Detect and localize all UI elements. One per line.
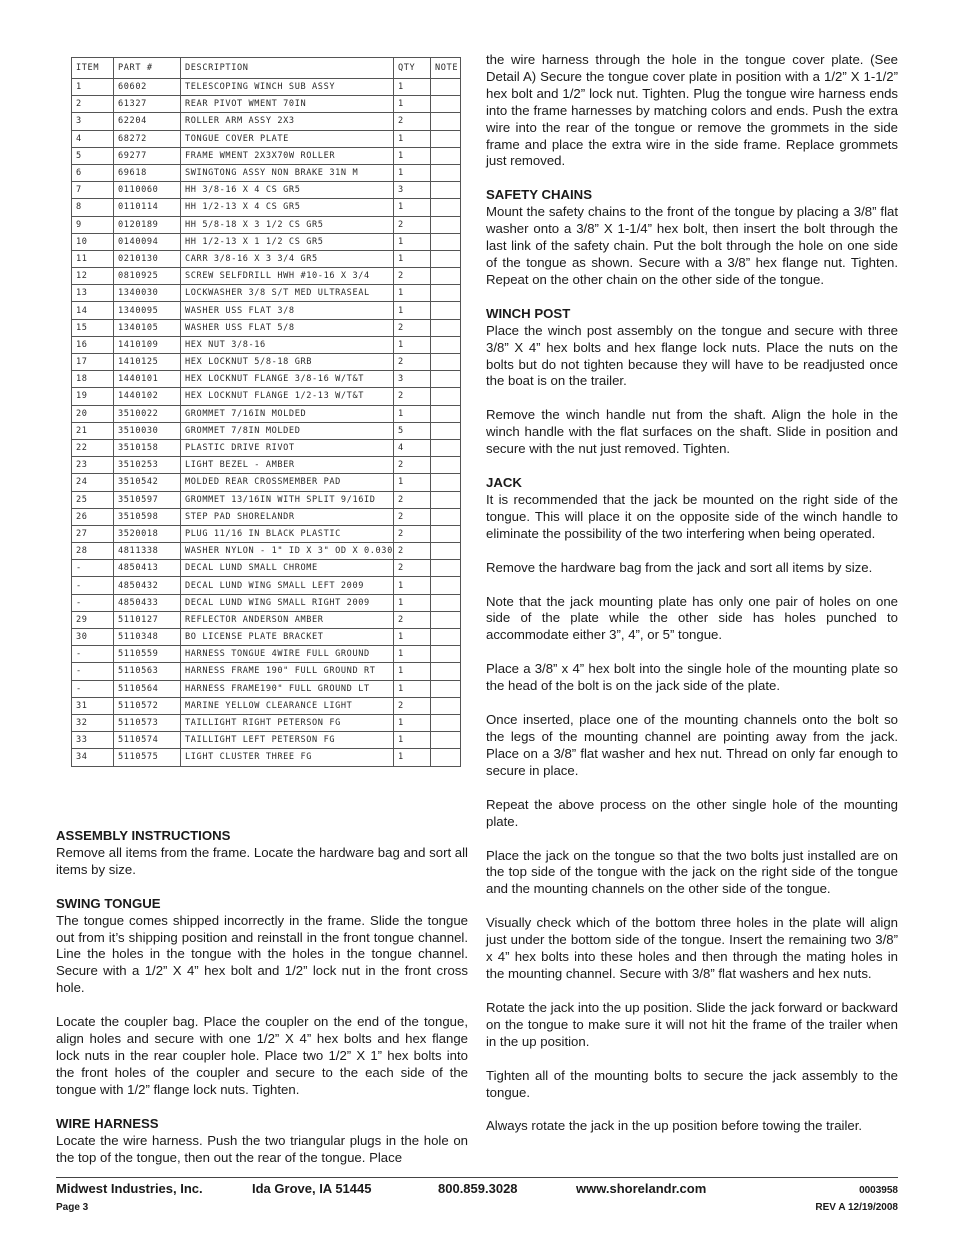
cell-description: HEX LOCKNUT 5/8-18 GRB bbox=[181, 354, 394, 371]
cell-item: 27 bbox=[72, 525, 114, 542]
cell-description: SCREW SELFDRILL HWH #10-16 X 3/4 bbox=[181, 268, 394, 285]
cell-note bbox=[431, 646, 461, 663]
table-row bbox=[72, 371, 461, 388]
cell-description: LIGHT BEZEL - AMBER bbox=[181, 457, 394, 474]
cell-part-number: 1340030 bbox=[114, 285, 181, 302]
cell-part-number: 62204 bbox=[114, 113, 181, 130]
wire-harness-heading: WIRE HARNESS bbox=[56, 1115, 159, 1131]
cell-description: MARINE YELLOW CLEARANCE LIGHT bbox=[181, 697, 394, 714]
jack-paragraph-11: Always rotate the jack in the up position before towing the trailer. bbox=[486, 1118, 863, 1134]
parts-table-header bbox=[72, 58, 461, 79]
table-row bbox=[72, 680, 461, 697]
header-row bbox=[72, 58, 461, 79]
jack-paragraph-1: It is recommended that the jack be mounted on the right side of the tongue. This will place it on the opposite side of the winch handle to eliminate the possibility of the two interfering when being operated. bbox=[486, 491, 898, 541]
cell-part-number: 5110575 bbox=[114, 749, 181, 766]
cell-part-number: 68272 bbox=[114, 130, 181, 147]
cell-qty: 1 bbox=[394, 250, 431, 267]
footer-phone: 800.859.3028 bbox=[438, 1181, 518, 1196]
cell-item: 26 bbox=[72, 508, 114, 525]
table-row bbox=[72, 560, 461, 577]
cell-description: DECAL LUND WING SMALL RIGHT 2009 bbox=[181, 594, 394, 611]
cell-part-number: 1410109 bbox=[114, 336, 181, 353]
cell-qty: 1 bbox=[394, 577, 431, 594]
cell-description: WASHER NYLON - 1" ID X 3" OD X 0.030 bbox=[181, 543, 394, 560]
cell-item: 5 bbox=[72, 147, 114, 164]
table-row bbox=[72, 714, 461, 731]
table-row bbox=[72, 508, 461, 525]
table-row bbox=[72, 525, 461, 542]
cell-item: 31 bbox=[72, 697, 114, 714]
cell-qty: 2 bbox=[394, 543, 431, 560]
cell-qty: 1 bbox=[394, 233, 431, 250]
cell-note bbox=[431, 268, 461, 285]
cell-item: 12 bbox=[72, 268, 114, 285]
table-row bbox=[72, 646, 461, 663]
table-row bbox=[72, 405, 461, 422]
cell-note bbox=[431, 216, 461, 233]
cell-item: 25 bbox=[72, 491, 114, 508]
cell-qty: 2 bbox=[394, 457, 431, 474]
cell-note bbox=[431, 96, 461, 113]
cell-qty: 1 bbox=[394, 474, 431, 491]
cell-description: HARNESS FRAME 190" FULL GROUND RT bbox=[181, 663, 394, 680]
cell-note bbox=[431, 422, 461, 439]
header-part-number: PART # bbox=[114, 58, 181, 79]
cell-qty: 2 bbox=[394, 508, 431, 525]
cell-note bbox=[431, 508, 461, 525]
cell-part-number: 4850433 bbox=[114, 594, 181, 611]
assembly-section bbox=[56, 828, 468, 879]
cell-note bbox=[431, 714, 461, 731]
cell-part-number: 3510598 bbox=[114, 508, 181, 525]
cell-part-number: 3520018 bbox=[114, 525, 181, 542]
jack-heading: JACK bbox=[486, 475, 522, 491]
cell-note bbox=[431, 302, 461, 319]
cell-note bbox=[431, 457, 461, 474]
cell-description: GROMMET 13/16IN WITH SPLIT 9/16ID bbox=[181, 491, 394, 508]
cell-part-number: 5110559 bbox=[114, 646, 181, 663]
cell-item: 15 bbox=[72, 319, 114, 336]
jack-paragraph-7: Place the jack on the tongue so that the two bolts just installed are on the top side of the tongue with the jack on the right side of the tongue and the mounting channels on the other side of the tongue. bbox=[486, 847, 898, 897]
header-description: DESCRIPTION bbox=[181, 58, 394, 79]
footer-website: www.shorelandr.com bbox=[576, 1181, 707, 1196]
table-row bbox=[72, 354, 461, 371]
table-row bbox=[72, 594, 461, 611]
cell-description: CARR 3/8-16 X 3 3/4 GR5 bbox=[181, 250, 394, 267]
cell-qty: 2 bbox=[394, 388, 431, 405]
cell-item: 2 bbox=[72, 96, 114, 113]
jack-paragraph-10: Tighten all of the mounting bolts to secure the jack assembly to the tongue. bbox=[486, 1067, 898, 1100]
cell-part-number: 5110564 bbox=[114, 680, 181, 697]
table-row bbox=[72, 697, 461, 714]
cell-part-number: 0810925 bbox=[114, 268, 181, 285]
cell-item: 30 bbox=[72, 629, 114, 646]
cell-item: - bbox=[72, 594, 114, 611]
cell-note bbox=[431, 405, 461, 422]
cell-item: - bbox=[72, 560, 114, 577]
cell-description: HH 1/2-13 X 4 CS GR5 bbox=[181, 199, 394, 216]
cell-note bbox=[431, 113, 461, 130]
cell-qty: 2 bbox=[394, 697, 431, 714]
cell-note bbox=[431, 525, 461, 542]
cell-part-number: 1410125 bbox=[114, 354, 181, 371]
cell-qty: 2 bbox=[394, 354, 431, 371]
wire-harness-section bbox=[56, 1116, 468, 1167]
table-row bbox=[72, 319, 461, 336]
cell-item: 11 bbox=[72, 250, 114, 267]
cell-part-number: 0210130 bbox=[114, 250, 181, 267]
cell-note bbox=[431, 611, 461, 628]
footer-city: Ida Grove, IA 51445 bbox=[252, 1181, 372, 1196]
cell-part-number: 5110573 bbox=[114, 714, 181, 731]
cell-item: 17 bbox=[72, 354, 114, 371]
cell-qty: 2 bbox=[394, 216, 431, 233]
cell-note bbox=[431, 594, 461, 611]
cell-description: SWINGTONG ASSY NON BRAKE 31N M bbox=[181, 164, 394, 181]
cell-part-number: 1440101 bbox=[114, 371, 181, 388]
cell-description: REAR PIVOT WMENT 70IN bbox=[181, 96, 394, 113]
jack-paragraph-3: Note that the jack mounting plate has only one pair of holes on one side of the plate while the other side has holes punched to accommodate either 3”, 4”, or 5” tongue. bbox=[486, 593, 898, 643]
cell-description: MOLDED REAR CROSSMEMBER PAD bbox=[181, 474, 394, 491]
cell-part-number: 3510542 bbox=[114, 474, 181, 491]
cell-note bbox=[431, 354, 461, 371]
wire-harness-continued bbox=[486, 52, 898, 170]
cell-part-number: 0140094 bbox=[114, 233, 181, 250]
table-row bbox=[72, 130, 461, 147]
assembly-heading: ASSEMBLY INSTRUCTIONS bbox=[56, 828, 231, 843]
cell-note bbox=[431, 182, 461, 199]
cell-note bbox=[431, 79, 461, 96]
swing-tongue-section bbox=[56, 896, 468, 1099]
cell-description: DECAL LUND SMALL CHROME bbox=[181, 560, 394, 577]
cell-description: LOCKWASHER 3/8 S/T MED ULTRASEAL bbox=[181, 285, 394, 302]
cell-part-number: 4850413 bbox=[114, 560, 181, 577]
cell-part-number: 5110572 bbox=[114, 697, 181, 714]
cell-qty: 2 bbox=[394, 319, 431, 336]
cell-description: WASHER USS FLAT 5/8 bbox=[181, 319, 394, 336]
cell-note bbox=[431, 629, 461, 646]
table-row bbox=[72, 577, 461, 594]
cell-description: HARNESS FRAME190" FULL GROUND LT bbox=[181, 680, 394, 697]
cell-description: FRAME WMENT 2X3X70W ROLLER bbox=[181, 147, 394, 164]
jack-section bbox=[486, 475, 898, 1135]
left-column bbox=[56, 828, 468, 1166]
cell-note bbox=[431, 285, 461, 302]
cell-item: 19 bbox=[72, 388, 114, 405]
cell-part-number: 3510158 bbox=[114, 439, 181, 456]
cell-part-number: 1340105 bbox=[114, 319, 181, 336]
cell-note bbox=[431, 680, 461, 697]
cell-part-number: 5110563 bbox=[114, 663, 181, 680]
cell-item: 33 bbox=[72, 732, 114, 749]
cell-item: 16 bbox=[72, 336, 114, 353]
cell-description: HARNESS TONGUE 4WIRE FULL GROUND bbox=[181, 646, 394, 663]
header-qty: QTY bbox=[394, 58, 431, 79]
cell-description: PLUG 11/16 IN BLACK PLASTIC bbox=[181, 525, 394, 542]
cell-part-number: 69277 bbox=[114, 147, 181, 164]
swing-tongue-heading: SWING TONGUE bbox=[56, 895, 161, 911]
cell-qty: 1 bbox=[394, 285, 431, 302]
cell-qty: 2 bbox=[394, 611, 431, 628]
winch-post-paragraph-2: Remove the winch handle nut from the shaft. Align the hole in the winch handle with the flat surfaces on the shaft. Slide in position and secure with the nut just removed. Tighten. bbox=[486, 407, 898, 457]
cell-part-number: 1340095 bbox=[114, 302, 181, 319]
cell-qty: 1 bbox=[394, 164, 431, 181]
table-row bbox=[72, 164, 461, 181]
cell-qty: 3 bbox=[394, 182, 431, 199]
table-row bbox=[72, 302, 461, 319]
table-row bbox=[72, 629, 461, 646]
cell-qty: 2 bbox=[394, 113, 431, 130]
cell-item: 8 bbox=[72, 199, 114, 216]
jack-paragraph-6: Repeat the above process on the other single hole of the mounting plate. bbox=[486, 796, 898, 829]
cell-qty: 1 bbox=[394, 302, 431, 319]
assembly-paragraph: Remove all items from the frame. Locate the hardware bag and sort all items by size. bbox=[56, 844, 468, 877]
cell-qty: 2 bbox=[394, 560, 431, 577]
cell-qty: 5 bbox=[394, 422, 431, 439]
table-row bbox=[72, 457, 461, 474]
cell-description: REFLECTOR ANDERSON AMBER bbox=[181, 611, 394, 628]
cell-note bbox=[431, 336, 461, 353]
table-row bbox=[72, 336, 461, 353]
cell-qty: 2 bbox=[394, 525, 431, 542]
cell-note bbox=[431, 250, 461, 267]
cell-note bbox=[431, 319, 461, 336]
cell-description: GROMMET 7/16IN MOLDED bbox=[181, 405, 394, 422]
cell-note bbox=[431, 164, 461, 181]
cell-qty: 1 bbox=[394, 96, 431, 113]
wire-harness-paragraph-cont: the wire harness through the hole in the tongue cover plate. (See Detail A) Secure the tongue cover plate in position with a 1/2” X 1-1/2” hex bolt and 1/2” lock nut. Tighten. Plug the tongue wire harness ends into the frame harnesses by matching colors and ends. Push the extra wire into the rear of the tongue or remove the grommets in the side frame and place the extra wire in the side frame. Replace grommets just removed. bbox=[486, 52, 898, 169]
parts-table-body bbox=[72, 79, 461, 767]
cell-note bbox=[431, 663, 461, 680]
cell-item: 21 bbox=[72, 422, 114, 439]
footer-doc-number: 0003958 bbox=[859, 1185, 898, 1196]
footer-company: Midwest Industries, Inc. bbox=[56, 1181, 203, 1196]
cell-item: 22 bbox=[72, 439, 114, 456]
footer-revision: REV A 12/19/2008 bbox=[815, 1202, 898, 1213]
cell-qty: 3 bbox=[394, 371, 431, 388]
cell-description: HH 1/2-13 X 1 1/2 CS GR5 bbox=[181, 233, 394, 250]
cell-part-number: 0110060 bbox=[114, 182, 181, 199]
table-row bbox=[72, 663, 461, 680]
cell-item: - bbox=[72, 663, 114, 680]
cell-item: 3 bbox=[72, 113, 114, 130]
cell-part-number: 61327 bbox=[114, 96, 181, 113]
cell-note bbox=[431, 732, 461, 749]
cell-note bbox=[431, 543, 461, 560]
cell-qty: 1 bbox=[394, 714, 431, 731]
cell-item: 24 bbox=[72, 474, 114, 491]
cell-note bbox=[431, 439, 461, 456]
cell-description: HEX NUT 3/8-16 bbox=[181, 336, 394, 353]
cell-note bbox=[431, 474, 461, 491]
cell-part-number: 4811338 bbox=[114, 543, 181, 560]
cell-description: GROMMET 7/8IN MOLDED bbox=[181, 422, 394, 439]
cell-part-number: 3510253 bbox=[114, 457, 181, 474]
cell-qty: 1 bbox=[394, 405, 431, 422]
table-row bbox=[72, 491, 461, 508]
table-row bbox=[72, 233, 461, 250]
cell-qty: 1 bbox=[394, 336, 431, 353]
cell-note bbox=[431, 749, 461, 766]
cell-item: 13 bbox=[72, 285, 114, 302]
cell-description: HEX LOCKNUT FLANGE 1/2-13 W/T&T bbox=[181, 388, 394, 405]
cell-item: - bbox=[72, 646, 114, 663]
cell-item: 6 bbox=[72, 164, 114, 181]
table-row bbox=[72, 147, 461, 164]
cell-note bbox=[431, 560, 461, 577]
cell-note bbox=[431, 147, 461, 164]
swing-tongue-paragraph-1: The tongue comes shipped incorrectly in the frame. Slide the tongue out from it’s shipping position and reinstall in the front tongue channel. Line the holes in the tongue with the holes in the tongue channel. Secure with a 1/2” X 4” hex bolt and 1/2” lock nut in the front cross hole. bbox=[56, 912, 468, 996]
cell-qty: 2 bbox=[394, 491, 431, 508]
cell-item: 9 bbox=[72, 216, 114, 233]
table-row bbox=[72, 285, 461, 302]
footer-divider bbox=[56, 1177, 898, 1178]
cell-description: TONGUE COVER PLATE bbox=[181, 130, 394, 147]
cell-description: HH 3/8-16 X 4 CS GR5 bbox=[181, 182, 394, 199]
cell-item: 34 bbox=[72, 749, 114, 766]
cell-qty: 2 bbox=[394, 268, 431, 285]
cell-note bbox=[431, 233, 461, 250]
cell-item: 32 bbox=[72, 714, 114, 731]
cell-note bbox=[431, 199, 461, 216]
cell-description: STEP PAD SHORELANDR bbox=[181, 508, 394, 525]
cell-description: HH 5/8-18 X 3 1/2 CS GR5 bbox=[181, 216, 394, 233]
cell-part-number: 3510597 bbox=[114, 491, 181, 508]
cell-part-number: 60602 bbox=[114, 79, 181, 96]
cell-description: HEX LOCKNUT FLANGE 3/8-16 W/T&T bbox=[181, 371, 394, 388]
cell-description: WASHER USS FLAT 3/8 bbox=[181, 302, 394, 319]
cell-part-number: 0120189 bbox=[114, 216, 181, 233]
cell-item: 28 bbox=[72, 543, 114, 560]
cell-qty: 1 bbox=[394, 629, 431, 646]
cell-note bbox=[431, 697, 461, 714]
cell-qty: 1 bbox=[394, 646, 431, 663]
cell-part-number: 1440102 bbox=[114, 388, 181, 405]
cell-note bbox=[431, 130, 461, 147]
winch-post-paragraph-1: Place the winch post assembly on the tongue and secure with three 3/8” X 4” hex bolts and hex flange lock nuts. Place the nuts on the bolts but do not tighten because they will have to be readjusted once the boat is on the trailer. bbox=[486, 322, 898, 389]
cell-part-number: 69618 bbox=[114, 164, 181, 181]
cell-part-number: 0110114 bbox=[114, 199, 181, 216]
cell-part-number: 5110127 bbox=[114, 611, 181, 628]
table-row bbox=[72, 79, 461, 96]
cell-qty: 1 bbox=[394, 147, 431, 164]
page-footer bbox=[56, 1181, 898, 1221]
cell-description: TAILLIGHT LEFT PETERSON FG bbox=[181, 732, 394, 749]
safety-chains-paragraph: Mount the safety chains to the front of the tongue by placing a 3/8” flat washer onto a 3/8” X 1-1/4” hex bolt, then insert the bolt through the last link of the safety chain. Put the bolt through the hole on one side of the tongue as shown. Secure with a 3/8” hex flange nut. Tighten. Repeat on the other chain on the other side of the tongue. bbox=[486, 204, 898, 287]
table-row bbox=[72, 96, 461, 113]
cell-note bbox=[431, 491, 461, 508]
table-row bbox=[72, 250, 461, 267]
cell-item: 18 bbox=[72, 371, 114, 388]
jack-paragraph-4: Place a 3/8” x 4” hex bolt into the single hole of the mounting plate so the head of the bolt is on the jack side of the plate. bbox=[486, 661, 898, 694]
table-row bbox=[72, 199, 461, 216]
safety-chains-heading: SAFETY CHAINS bbox=[486, 187, 593, 203]
cell-note bbox=[431, 371, 461, 388]
cell-description: DECAL LUND WING SMALL LEFT 2009 bbox=[181, 577, 394, 594]
cell-part-number: 5110348 bbox=[114, 629, 181, 646]
cell-item: 4 bbox=[72, 130, 114, 147]
header-note: NOTE bbox=[431, 58, 461, 79]
cell-item: 7 bbox=[72, 182, 114, 199]
table-row bbox=[72, 216, 461, 233]
footer-page-number: Page 3 bbox=[56, 1202, 89, 1213]
table-row bbox=[72, 732, 461, 749]
right-column bbox=[486, 52, 898, 1135]
jack-paragraph-2: Remove the hardware bag from the jack and sort all items by size. bbox=[486, 559, 873, 575]
cell-qty: 1 bbox=[394, 130, 431, 147]
cell-item: 1 bbox=[72, 79, 114, 96]
cell-qty: 1 bbox=[394, 663, 431, 680]
table-row bbox=[72, 268, 461, 285]
cell-description: TELESCOPING WINCH SUB ASSY bbox=[181, 79, 394, 96]
table-row bbox=[72, 388, 461, 405]
cell-qty: 1 bbox=[394, 749, 431, 766]
table-row bbox=[72, 543, 461, 560]
cell-qty: 1 bbox=[394, 199, 431, 216]
table-row bbox=[72, 439, 461, 456]
table-row bbox=[72, 749, 461, 766]
cell-item: 29 bbox=[72, 611, 114, 628]
table-row bbox=[72, 474, 461, 491]
cell-description: ROLLER ARM ASSY 2X3 bbox=[181, 113, 394, 130]
cell-item: - bbox=[72, 577, 114, 594]
cell-description: LIGHT CLUSTER THREE FG bbox=[181, 749, 394, 766]
wire-harness-paragraph: Locate the wire harness. Push the two triangular plugs in the hole on the top of the tongue, then out the rear of the tongue. Place bbox=[56, 1132, 468, 1165]
cell-item: - bbox=[72, 680, 114, 697]
table-row bbox=[72, 611, 461, 628]
cell-description: PLASTIC DRIVE RIVOT bbox=[181, 439, 394, 456]
cell-item: 10 bbox=[72, 233, 114, 250]
swing-tongue-paragraph-2: Locate the coupler bag. Place the coupler on the end of the tongue, align holes and secure with one 1/2” X 4” hex bolts and hex flange lock nuts in the rear coupler hole. Place two 1/2” X 1” hex bolts into the front holes of the coupler and secure to the each side of the tongue with 1/2” flange lock nuts. Tighten. bbox=[56, 1014, 468, 1097]
winch-post-section bbox=[486, 306, 898, 458]
header-item: ITEM bbox=[72, 58, 114, 79]
jack-paragraph-8: Visually check which of the bottom three holes in the plate will align just under the bottom side of the tongue. Insert the remaining two 3/8” x 4” hex bolts into these holes and then through the mating holes in the mounting channel. Secure with 3/8” flat washers and hex nuts. bbox=[486, 915, 898, 981]
cell-qty: 1 bbox=[394, 680, 431, 697]
jack-paragraph-5: Once inserted, place one of the mounting channels onto the bolt so the legs of the mounting channel are pointing away from the jack. Place on a 3/8” flat washer and hex nut. Thread on only far enough to secure in place. bbox=[486, 712, 898, 778]
table-row bbox=[72, 422, 461, 439]
cell-note bbox=[431, 388, 461, 405]
cell-qty: 1 bbox=[394, 594, 431, 611]
cell-item: 23 bbox=[72, 457, 114, 474]
cell-part-number: 4850432 bbox=[114, 577, 181, 594]
cell-item: 14 bbox=[72, 302, 114, 319]
cell-description: TAILLIGHT RIGHT PETERSON FG bbox=[181, 714, 394, 731]
cell-item: 20 bbox=[72, 405, 114, 422]
cell-qty: 1 bbox=[394, 79, 431, 96]
table-row bbox=[72, 182, 461, 199]
winch-post-heading: WINCH POST bbox=[486, 305, 571, 321]
table-row bbox=[72, 113, 461, 130]
cell-qty: 1 bbox=[394, 732, 431, 749]
cell-part-number: 3510022 bbox=[114, 405, 181, 422]
jack-paragraph-9: Rotate the jack into the up position. Slide the jack forward or backward on the tongue to make sure it will not hit the frame of the trailer when in the up position. bbox=[486, 999, 898, 1049]
cell-qty: 4 bbox=[394, 439, 431, 456]
cell-part-number: 3510030 bbox=[114, 422, 181, 439]
cell-part-number: 5110574 bbox=[114, 732, 181, 749]
safety-chains-section bbox=[486, 187, 898, 288]
parts-table bbox=[71, 57, 461, 767]
cell-note bbox=[431, 577, 461, 594]
cell-description: BO LICENSE PLATE BRACKET bbox=[181, 629, 394, 646]
